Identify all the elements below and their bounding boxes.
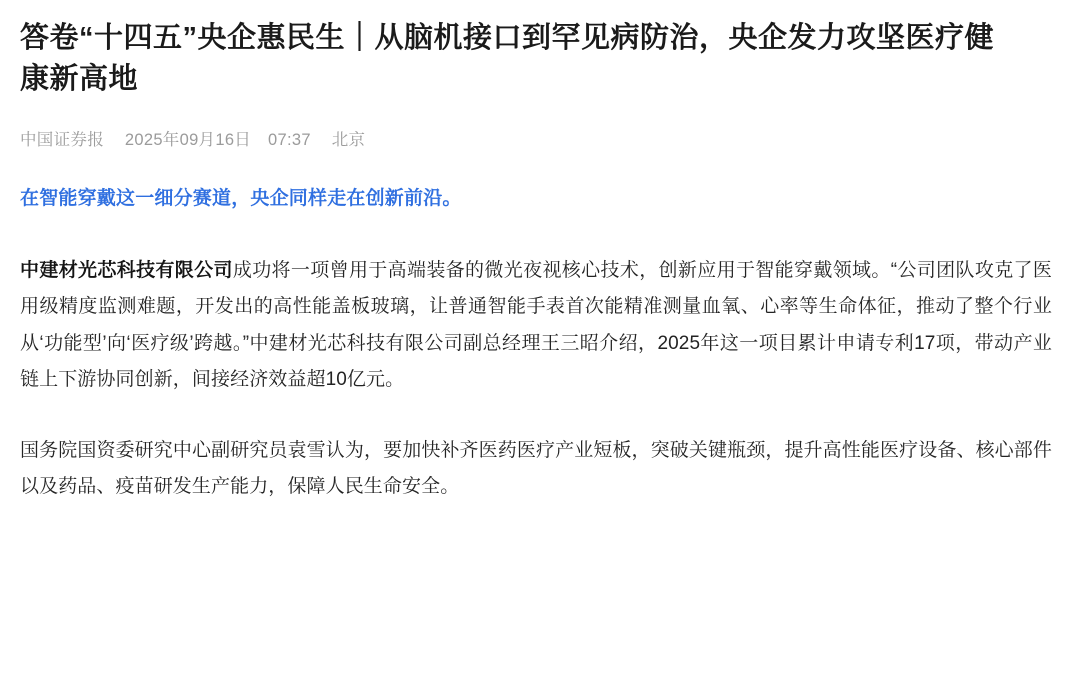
article-paragraph: [20, 433, 1052, 506]
meta-date: 2025年09月16日: [124, 131, 252, 150]
article-meta: [20, 126, 1054, 150]
page-title: 答卷“十四五”央企惠民生｜从脑机接口到罕见病防治，央企发力攻坚医疗健康新高地: [20, 22, 995, 96]
article-lede: 在智能穿戴这一细分赛道，央企同样走在创新前沿。: [20, 188, 462, 210]
article-paragraph: [20, 253, 1052, 399]
paragraph-lead-bold: 中建材光芯科技有限公司: [20, 259, 233, 281]
meta-source: 中国证券报: [20, 131, 104, 150]
paragraph-text: 国务院国资委研究中心副研究员袁雪认为，要加快补齐医药医疗产业短板，突破关键瓶颈，提升高性能医疗设备、核心部件以及药品、疫苗研发生产能力，保障人民生命安全。: [20, 439, 1052, 498]
paragraph-text: 成功将一项曾用于高端装备的微光夜视核心技术，创新应用于智能穿戴领域。“公司团队攻克了医用级精度监测难题，开发出的高性能盖板玻璃，让普通智能手表首次能精准测量血氧、心率等生命体征，推动了整个行业从‘功能型’向‘医疗级’跨越。”中建材光芯科技有限公司副总经理王三昭介绍，2025年这一项目累计申请专利17项，带动产业链上下游协同创新，间接经济效益超10亿元。: [20, 259, 1052, 391]
meta-location: 北京: [331, 131, 366, 150]
meta-time: 07:37: [268, 131, 311, 150]
